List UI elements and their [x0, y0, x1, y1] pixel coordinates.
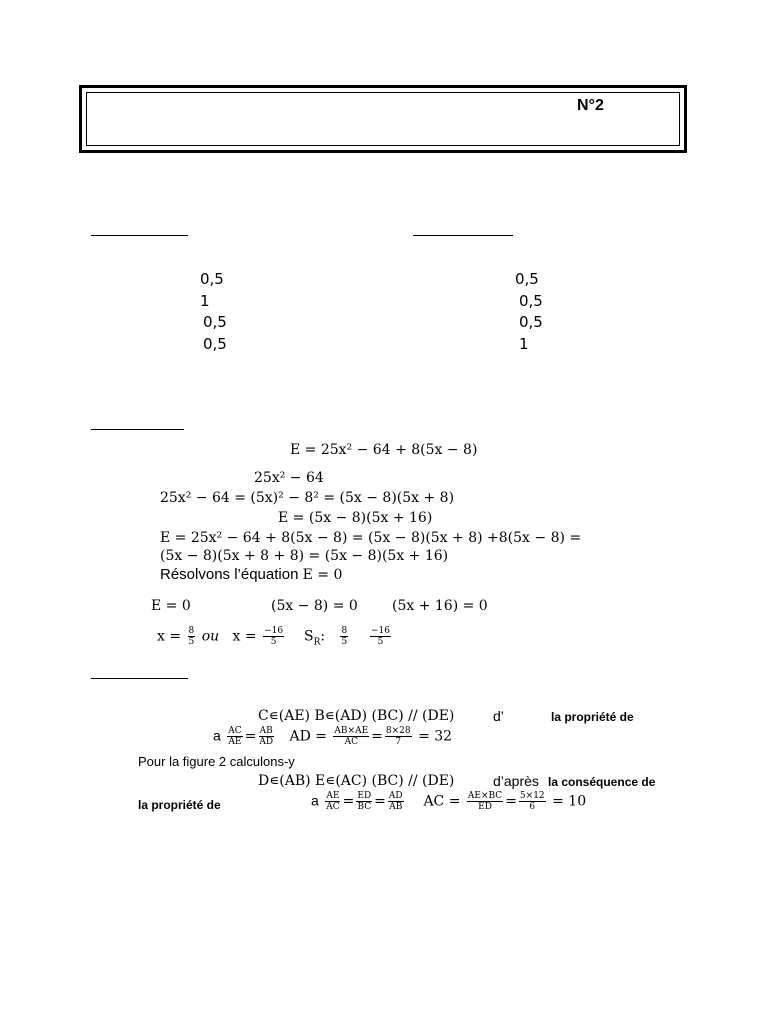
solution-set-den-1: 5 [341, 637, 348, 647]
figure2-d-apres: d’après [493, 773, 539, 789]
solution-x2-num: −16 [264, 626, 284, 636]
figure2-property-label: la propriété de [138, 798, 221, 812]
solution-set-num-2: −16 [371, 626, 390, 636]
factorization-step-2: (5x − 8)(5x + 8 + 8) = (5x − 8)(5x + 16) [160, 548, 449, 564]
score-left-3: 0,5 [203, 313, 227, 331]
solutions-line [157, 626, 286, 647]
figure2-frac4-num: AE×BC [467, 791, 503, 801]
header-box [79, 85, 687, 153]
figure1-frac4-num: 8×28 [385, 726, 411, 736]
figure1-frac-formula [333, 726, 369, 747]
identity-factorization: 25x² − 64 = (5x)² − 8² = (5x − 8)(5x + 8) [160, 490, 455, 506]
figure2-frac-ed-bc [356, 791, 372, 812]
figure1-property-label: la propriété de [551, 710, 634, 724]
solution-x2-lhs: x = [232, 628, 257, 645]
section-underline-1 [91, 235, 188, 236]
figure1-result: = 32 [418, 728, 453, 745]
expression-e: E = 25x² − 64 + 8(5x − 8) [290, 442, 478, 458]
solution-set-colon: : [320, 628, 326, 645]
figure1-frac-ac-ae [227, 726, 242, 747]
section-underline-2 [413, 235, 513, 236]
figure2-frac1-num: AE [326, 791, 340, 801]
figure1-frac2-num: AB [259, 726, 273, 736]
solution-x1-den: 5 [188, 637, 195, 647]
section-underline-3 [91, 429, 184, 430]
score-left-2: 1 [200, 292, 210, 310]
figure2-result: = 10 [552, 793, 587, 810]
figure2-frac5-num: 5×12 [519, 791, 545, 801]
figure2-frac-formula [467, 791, 503, 812]
solution-x1-fraction [188, 626, 196, 647]
factored-e: E = (5x − 8)(5x + 16) [278, 510, 433, 526]
section-underline-4 [91, 678, 188, 679]
figure1-frac1-num: AC [228, 726, 242, 736]
figure2-frac-numeric [519, 791, 546, 812]
figure2-frac2-den: BC [357, 802, 372, 812]
figure2-intro: Pour la figure 2 calculons-y [138, 754, 295, 769]
figure1-a: a [213, 727, 221, 744]
solution-set-label: S [304, 628, 314, 645]
score-right-1: 0,5 [515, 270, 539, 288]
solution-set-num-1: 8 [341, 626, 348, 636]
score-right-4: 1 [519, 335, 529, 353]
solution-x1-num: 8 [188, 626, 195, 636]
equation-e-zero: E = 0 [151, 598, 191, 614]
figure1-ad-lhs: AD = [289, 728, 327, 745]
figure1-ratio-line: a $\frac{AC}{AE}$ = $\frac{AB}{AD}$ AD = $\frac{AB\times AE}{AC}$ = $\frac{8\times 28}{7}$ = 32 [213, 726, 453, 747]
figure2-frac4-den: ED [478, 802, 492, 812]
resolve-math: E = 0 [302, 567, 343, 583]
figure2-consequence-label: la conséquence de [548, 775, 656, 789]
solution-set-fraction-2 [370, 626, 391, 647]
score-left-4: 0,5 [203, 335, 227, 353]
equation-factor-2: (5x + 16) = 0 [392, 598, 488, 614]
solution-set-fraction-1 [340, 626, 348, 647]
solution-set [304, 626, 393, 647]
figure2-frac3-num: AD [388, 791, 403, 801]
figure1-frac-ab-ad [258, 726, 274, 747]
figure2-frac-ae-ac [325, 791, 340, 812]
header-box-inner [86, 92, 680, 146]
figure1-hypotheses: C∊(AE) B∊(AD) (BC) // (DE) [258, 708, 455, 724]
resolve-line [160, 566, 342, 583]
figure1-frac3-num: AB×AE [334, 726, 369, 736]
solution-x1-lhs: x = [157, 628, 182, 645]
exercise-number: N°2 [577, 97, 604, 114]
solution-x2-den: 5 [270, 637, 277, 647]
resolve-text: Résolvons l’équation [160, 566, 299, 583]
factorization-step-1: E = 25x² − 64 + 8(5x − 8) = (5x − 8)(5x + 8) +8(5x − 8) = [160, 530, 582, 546]
score-right-3: 0,5 [519, 313, 543, 331]
expression-factor-part: 25x² − 64 [254, 470, 324, 486]
figure2-a: a [311, 792, 319, 809]
equation-factor-1: (5x − 8) = 0 [271, 598, 358, 614]
figure2-ac-lhs: AC = [423, 793, 461, 810]
figure2-frac1-den: AC [326, 802, 340, 812]
figure2-frac-ad-ab [388, 791, 404, 812]
figure1-frac3-den: AC [344, 737, 358, 747]
figure1-d-apostrophe: d’ [493, 708, 504, 724]
solution-set-den-2: 5 [377, 637, 384, 647]
solution-x2-fraction [263, 626, 284, 647]
figure2-frac3-den: AB [389, 802, 403, 812]
figure2-frac5-den: 6 [529, 802, 536, 812]
figure1-frac-numeric [385, 726, 412, 747]
figure1-frac2-den: AD [259, 737, 274, 747]
score-right-2: 0,5 [519, 292, 543, 310]
figure1-frac1-den: AE [228, 737, 242, 747]
figure2-frac2-num: ED [357, 791, 372, 801]
figure2-hypotheses: D∊(AB) E∊(AC) (BC) // (DE) [258, 773, 455, 789]
solution-ou: ou [201, 628, 220, 645]
solution-set-subscript: R [313, 637, 321, 648]
figure1-frac4-den: 7 [395, 737, 402, 747]
figure2-ratio-line: a $\frac{AE}{AC}$ = $\frac{ED}{BC}$ = $\frac{AD}{AB}$ AC = $\frac{AE\times BC}{ED}$ = $\frac{5\times 12}{6}$ = 10 [311, 791, 587, 812]
score-left-1: 0,5 [200, 270, 224, 288]
